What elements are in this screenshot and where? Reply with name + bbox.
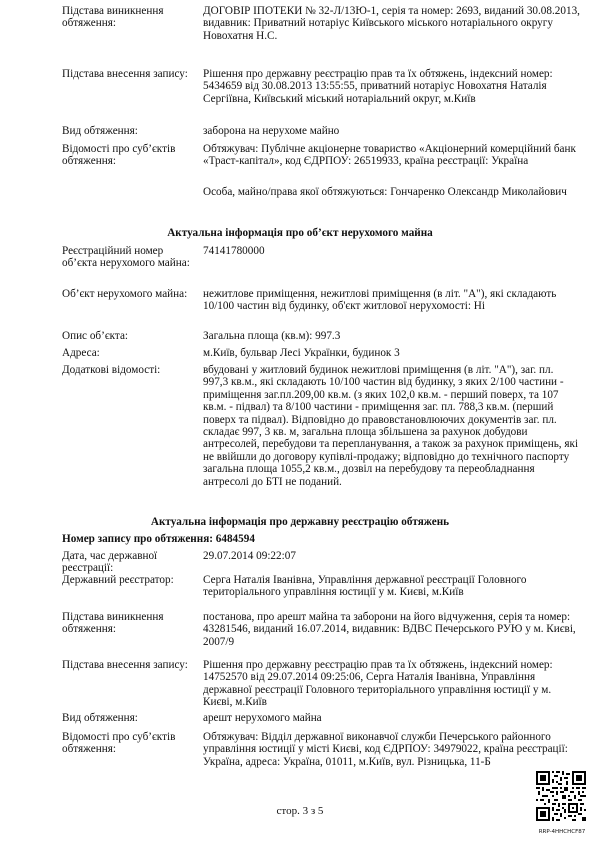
page-number: стор. 3 з 5: [276, 805, 324, 817]
field-value: вбудовані у житловий будинок нежитлові приміщення (в літ. "А"), заг. пл. 997,3 кв.м., які складають 10/100 частин від будинку, з яких 2/100 частини - приміщення заг.пл.209,00 кв.м. (з яких 102,0 кв.м. - перший поверх, та 107 кв.м. - підвал) та 8/100 частини - приміщення заг. пл. 788,3 кв.м. (перший поверх та підвал). Відповідно до правовстановлюючих документів заг. пл. складає 997, 3 кв. м, загальна площа збільшена за рахунок добудови антресолей, перебудови та перепланування, а також за рахунок приміщень, які не ввійшли до договору купівлі-продажу; відповідно до технічного паспорту загальна площа 1055,2 кв.м., дозвіл на перебудову та переобладнання антресолі до БТІ не поданий.: [203, 364, 579, 488]
field-value: Особа, майно/права якої обтяжуються: Гончаренко Олександр Миколайович: [203, 186, 567, 198]
field-value: Загальна площа (кв.м): 997.3: [203, 330, 341, 342]
field-label: Підстава внесення запису:: [62, 68, 188, 80]
field-label: Відомості про суб’єктів обтяження:: [62, 731, 176, 756]
field-label: Адреса:: [62, 347, 100, 359]
field-value: 29.07.2014 09:22:07: [203, 550, 296, 562]
field-value: арешт нерухомого майна: [203, 712, 322, 724]
field-value: 74141780000: [203, 245, 265, 257]
field-label: Вид обтяження:: [62, 125, 138, 137]
field-value: м.Київ, бульвар Лесі Українки, будинок 3: [203, 347, 400, 359]
field-label: Державний реєстратор:: [62, 574, 174, 586]
field-label: Об’єкт нерухомого майна:: [62, 288, 188, 300]
qr-code-label: RRP-4HHCHCF87: [538, 829, 586, 835]
field-label: Вид обтяження:: [62, 712, 138, 724]
section-heading-object: Актуальна інформація про об’єкт нерухомого майна: [167, 227, 433, 239]
field-value: заборона на нерухоме майно: [203, 125, 340, 137]
field-label: Дата, час державної реєстрації:: [62, 550, 158, 575]
field-value: ДОГОВІР ІПОТЕКИ № 32-Л/13Ю-1, серія та номер: 2693, виданий 30.08.2013, видавник: Приватний нотаріус Київського міського нотаріального округу Новохатня Н.С.: [203, 5, 580, 42]
field-label: Підстава внесення запису:: [62, 659, 188, 671]
field-value: Обтяжувач: Публічне акціонерне товариство «Акціонерний комерційний банк «Траст-капітал», код ЄДРПОУ: 26519933, країна реєстрації: Україна: [203, 143, 576, 168]
field-label: Підстава виникнення обтяження:: [62, 5, 164, 30]
field-label: Відомості про суб’єктів обтяження:: [62, 143, 176, 168]
field-value: Рішення про державну реєстрацію прав та їх обтяжень, індексний номер: 14752570 від 29.07.2014 09:25:06, Серга Наталія Іванівна, Управління державної реєстрації Головного територіального управління юстиції у м. Києві, м.Київ: [203, 659, 553, 709]
field-label: Додаткові відомості:: [62, 364, 161, 376]
record-number: Номер запису про обтяження: 6484594: [62, 533, 255, 545]
field-value: Рішення про державну реєстрацію прав та їх обтяжень, індексний номер: 5434659 від 30.08.2013 13:55:55, приватний нотаріус Новохатня Наталія Сергіївна, Київський міський нотаріальний округ, м.Київ: [203, 68, 553, 105]
qr-code-icon: [536, 771, 586, 821]
field-label: Опис об’єкта:: [62, 330, 129, 342]
field-value: нежитлове приміщення, нежитлові приміщення (в літ. "А"), які складають 10/100 частин від будинку, об'єкт житлової нерухомості: Ні: [203, 288, 557, 313]
field-label: Реєстраційний номер об’єкта нерухомого майна:: [62, 245, 190, 270]
field-label: Підстава виникнення обтяження:: [62, 611, 164, 636]
field-value: Обтяжувач: Відділ державної виконавчої служби Печерського районного управління юстиції у місті Києві, код ЄДРПОУ: 34979022, країна реєстрації: Україна, адреса: Україна, 01011, м.Київ, вул. Різницька, 11-Б: [203, 731, 568, 768]
field-value: постанова, про арешт майна та заборони на його відчуження, серія та номер: 43281546, виданий 16.07.2014, видавник: ВДВС Печерського РУЮ у м. Києві, 2007/9: [203, 611, 576, 648]
field-value: Серга Наталія Іванівна, Управління державної реєстрації Головного територіального управління юстиції у м. Києві, м.Київ: [203, 574, 527, 599]
section-heading-encumbrance: Актуальна інформація про державну реєстрацію обтяжень: [150, 516, 450, 528]
